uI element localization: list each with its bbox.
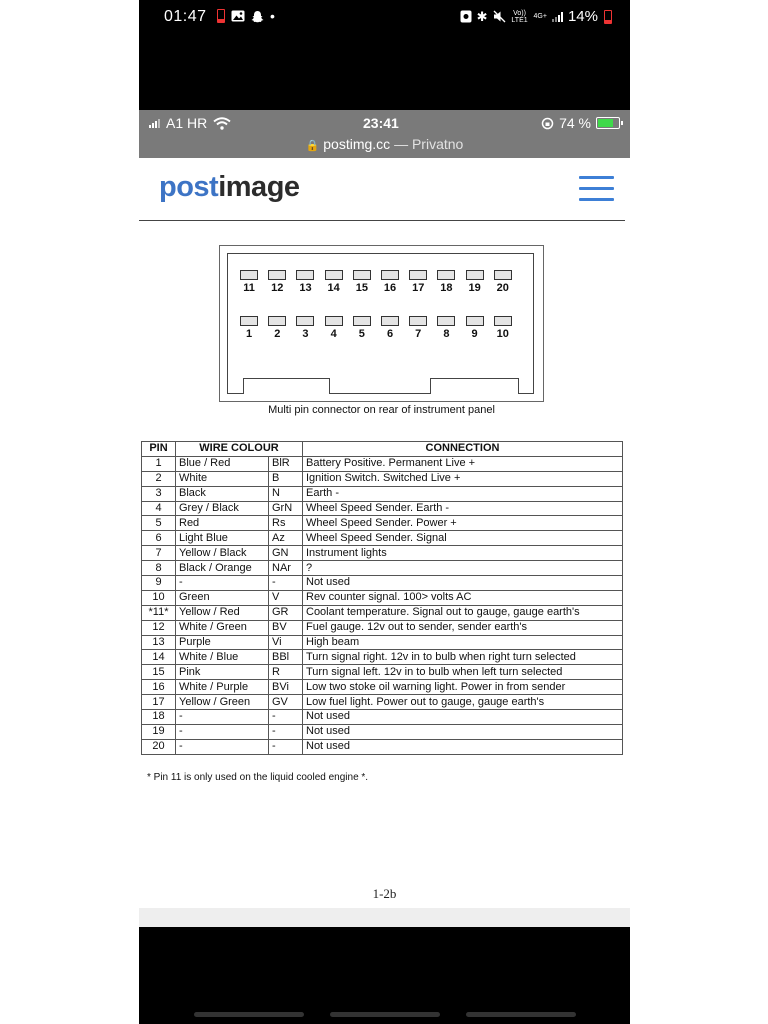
pin-number: 2 — [274, 328, 281, 340]
pin-number: 18 — [440, 282, 453, 294]
connector-pin — [291, 270, 319, 294]
pin-terminal — [466, 270, 484, 280]
pin-number: 4 — [330, 328, 337, 340]
connection-cell: Low two stoke oil warning light. Power in from sender — [303, 680, 623, 695]
diagram-caption: Multi pin connector on rear of instrument panel — [268, 404, 495, 416]
connection-cell: Ignition Switch. Switched Live + — [303, 471, 623, 486]
nav-pill-right[interactable] — [466, 1012, 576, 1017]
pin-terminal — [494, 270, 512, 280]
lock-icon: 🔒 — [305, 140, 320, 152]
table-row — [142, 695, 623, 710]
wire-colour-cell: Purple — [176, 635, 269, 650]
table-row — [142, 531, 623, 546]
bluetooth-icon: ✱ — [476, 8, 488, 24]
pin-cell: 3 — [142, 486, 176, 501]
header-wire-colour: WIRE COLOUR — [176, 442, 303, 457]
connector-pin — [461, 270, 489, 294]
pin-terminal — [325, 270, 343, 280]
pin-cell: 20 — [142, 739, 176, 754]
connection-cell: Wheel Speed Sender. Signal — [303, 531, 623, 546]
status-time: 01:47 — [164, 8, 207, 25]
table-row — [142, 665, 623, 680]
pin-number: 11 — [243, 282, 255, 294]
table-row — [142, 650, 623, 665]
gesture-nav-bar[interactable] — [194, 1012, 576, 1017]
wire-code-cell: - — [269, 576, 303, 591]
connector-pin — [376, 316, 404, 340]
phone-status-bar — [139, 0, 630, 110]
header-pin: PIN — [142, 442, 176, 457]
connector-pin — [320, 270, 348, 294]
pin-number: 14 — [327, 282, 340, 294]
wire-code-cell: GrN — [269, 501, 303, 516]
address-bar[interactable] — [139, 136, 630, 152]
connection-cell: Not used — [303, 724, 623, 739]
table-row — [142, 546, 623, 561]
wire-code-cell: B — [269, 471, 303, 486]
url-text: postimg.cc — [323, 136, 391, 152]
pin-cell: 17 — [142, 695, 176, 710]
table-row — [142, 680, 623, 695]
connection-cell: Coolant temperature. Signal out to gauge, gauge earth's — [303, 605, 623, 620]
pin-cell: 2 — [142, 471, 176, 486]
table-row — [142, 471, 623, 486]
pin-terminal — [353, 316, 371, 326]
pin-terminal — [381, 270, 399, 280]
pin-number: 13 — [299, 282, 312, 294]
connection-cell: Not used — [303, 576, 623, 591]
phone-screen — [139, 0, 630, 1024]
top-pin-row — [235, 270, 517, 294]
wire-code-cell: - — [269, 739, 303, 754]
table-row — [142, 739, 623, 754]
pin-cell: 15 — [142, 665, 176, 680]
system-status-icons — [460, 8, 612, 25]
pin-terminal — [494, 316, 512, 326]
connector-pin — [404, 270, 432, 294]
pin-cell: 7 — [142, 546, 176, 561]
pin-number: 15 — [355, 282, 368, 294]
connector-pin — [263, 316, 291, 340]
table-row — [142, 561, 623, 576]
wire-code-cell: BV — [269, 620, 303, 635]
logo-text-image: image — [218, 171, 300, 203]
table-row — [142, 590, 623, 605]
wire-code-cell: - — [269, 724, 303, 739]
battery-icon — [604, 10, 612, 24]
connector-pin — [235, 316, 263, 340]
page-bottom-strip — [139, 908, 630, 927]
connector-pin — [432, 316, 460, 340]
connection-cell: Battery Positive. Permanent Live + — [303, 456, 623, 471]
orientation-lock-icon — [541, 117, 554, 130]
wire-colour-cell: Black — [176, 486, 269, 501]
wire-colour-cell: Yellow / Red — [176, 605, 269, 620]
connector-pin — [432, 270, 460, 294]
table-row — [142, 620, 623, 635]
snapchat-icon — [251, 10, 264, 23]
pin-terminal — [268, 316, 286, 326]
pin-cell: 9 — [142, 576, 176, 591]
pinout-table — [141, 441, 623, 755]
header-connection: CONNECTION — [303, 442, 623, 457]
connector-key-right — [430, 378, 519, 394]
logo-text-post: post — [159, 171, 219, 203]
pin-number: 10 — [496, 328, 509, 340]
pin-cell: 4 — [142, 501, 176, 516]
table-row — [142, 576, 623, 591]
connection-cell: Turn signal right. 12v in to bulb when right turn selected — [303, 650, 623, 665]
carrier-name: A1 HR — [166, 115, 208, 131]
pin-number: 20 — [496, 282, 509, 294]
pin-number: 5 — [358, 328, 365, 340]
wire-code-cell: BlR — [269, 456, 303, 471]
wire-code-cell: R — [269, 665, 303, 680]
pin-number: 9 — [471, 328, 478, 340]
pin-terminal — [437, 316, 455, 326]
pin-cell: *11* — [142, 605, 176, 620]
pin-cell: 19 — [142, 724, 176, 739]
network-type-indicator: 4G+ — [533, 13, 547, 20]
pin-terminal — [296, 316, 314, 326]
pin-number: 16 — [383, 282, 397, 294]
browser-header — [139, 110, 630, 158]
connector-pin — [461, 316, 489, 340]
pin-cell: 12 — [142, 620, 176, 635]
connector-pin — [489, 316, 517, 340]
connector-pin — [376, 270, 404, 294]
connector-diagram — [219, 245, 544, 402]
carrier-group — [149, 115, 231, 131]
table-row — [142, 724, 623, 739]
wire-code-cell: GN — [269, 546, 303, 561]
signal-strength-icon — [552, 12, 563, 22]
connection-cell: Wheel Speed Sender. Earth - — [303, 501, 623, 516]
wire-colour-cell: Pink — [176, 665, 269, 680]
site-logo[interactable] — [159, 171, 300, 204]
connection-cell: Not used — [303, 739, 623, 754]
signal-bars-icon — [149, 118, 160, 128]
connector-pin — [291, 316, 319, 340]
connection-cell: Wheel Speed Sender. Power + — [303, 516, 623, 531]
wiring-document-image — [139, 221, 630, 911]
wire-colour-cell: Light Blue — [176, 531, 269, 546]
pin-number: 19 — [468, 282, 481, 294]
bottom-pin-row — [235, 316, 517, 340]
connection-cell: High beam — [303, 635, 623, 650]
wire-colour-cell: White / Green — [176, 620, 269, 635]
table-row — [142, 516, 623, 531]
pin-terminal — [268, 270, 286, 280]
pin-terminal — [381, 316, 399, 326]
wire-colour-cell: White / Blue — [176, 650, 269, 665]
pin-terminal — [296, 270, 314, 280]
mute-icon — [493, 10, 506, 23]
pin-cell: 13 — [142, 635, 176, 650]
table-row — [142, 501, 623, 516]
wire-colour-cell: Black / Orange — [176, 561, 269, 576]
pin-cell: 8 — [142, 561, 176, 576]
notification-icons — [217, 9, 275, 23]
embedded-battery-group — [541, 115, 620, 131]
wire-code-cell: Az — [269, 531, 303, 546]
data-saver-icon — [460, 10, 472, 23]
pin-number: 17 — [412, 282, 425, 294]
pin-cell: 1 — [142, 456, 176, 471]
table-row — [142, 456, 623, 471]
pin-cell: 16 — [142, 680, 176, 695]
pin-number: 7 — [415, 328, 422, 340]
connector-pin — [348, 316, 376, 340]
pin-terminal — [466, 316, 484, 326]
pin-terminal — [437, 270, 455, 280]
table-row — [142, 635, 623, 650]
pin-cell: 6 — [142, 531, 176, 546]
wire-colour-cell: White / Purple — [176, 680, 269, 695]
hamburger-menu-button[interactable] — [579, 176, 614, 202]
battery-percent: 14% — [567, 8, 598, 25]
table-row — [142, 710, 623, 725]
connector-housing — [227, 253, 534, 394]
battery-charging-icon — [596, 117, 620, 129]
wire-code-cell: - — [269, 710, 303, 725]
page-number: 1-2b — [372, 886, 397, 901]
pin-terminal — [240, 316, 258, 326]
pin-cell: 14 — [142, 650, 176, 665]
footnote: * Pin 11 is only used on the liquid cooled engine *. — [147, 772, 369, 783]
wire-colour-cell: - — [176, 739, 269, 754]
connection-cell: ? — [303, 561, 623, 576]
wire-colour-cell: Blue / Red — [176, 456, 269, 471]
pin-terminal — [409, 316, 427, 326]
url-separator: — — [394, 136, 409, 152]
wire-code-cell: NAr — [269, 561, 303, 576]
pin-number: 12 — [271, 282, 284, 294]
wire-colour-cell: - — [176, 576, 269, 591]
wire-code-cell: BBl — [269, 650, 303, 665]
nav-pill-center[interactable] — [330, 1012, 440, 1017]
connection-cell: Instrument lights — [303, 546, 623, 561]
wire-colour-cell: Green — [176, 590, 269, 605]
connection-cell: Rev counter signal. 100> volts AC — [303, 590, 623, 605]
pin-cell: 5 — [142, 516, 176, 531]
pin-cell: 10 — [142, 590, 176, 605]
wifi-icon — [213, 117, 231, 130]
connector-pin — [489, 270, 517, 294]
connector-pin — [235, 270, 263, 294]
connection-cell: Earth - — [303, 486, 623, 501]
gallery-icon — [231, 10, 245, 22]
pin-terminal — [325, 316, 343, 326]
connection-cell: Not used — [303, 710, 623, 725]
table-header-row — [142, 442, 623, 457]
nav-pill-left[interactable] — [194, 1012, 304, 1017]
wire-colour-cell: Yellow / Black — [176, 546, 269, 561]
connector-pin — [404, 316, 432, 340]
embedded-time: 23:41 — [363, 115, 399, 131]
connection-cell: Turn signal left. 12v in to bulb when left turn selected — [303, 665, 623, 680]
connection-cell: Fuel gauge. 12v out to sender, sender earth's — [303, 620, 623, 635]
pin-terminal — [353, 270, 371, 280]
pin-cell: 18 — [142, 710, 176, 725]
pin-number: 6 — [386, 328, 394, 340]
wire-code-cell: Rs — [269, 516, 303, 531]
wire-colour-cell: Grey / Black — [176, 501, 269, 516]
volte-indicator: Vo)) LTE1 — [511, 9, 528, 24]
wire-code-cell: V — [269, 590, 303, 605]
wire-colour-cell: White — [176, 471, 269, 486]
connector-key-left — [243, 378, 330, 394]
more-notifications-icon: • — [270, 8, 275, 24]
pin-terminal — [240, 270, 258, 280]
connector-pin — [348, 270, 376, 294]
privacy-label: Privatno — [411, 136, 464, 152]
wire-code-cell: Vi — [269, 635, 303, 650]
connector-pin — [320, 316, 348, 340]
wire-code-cell: BVi — [269, 680, 303, 695]
wire-code-cell: N — [269, 486, 303, 501]
web-page — [139, 158, 630, 908]
wire-colour-cell: Yellow / Green — [176, 695, 269, 710]
connection-cell: Low fuel light. Power out to gauge, gauge earth's — [303, 695, 623, 710]
wire-colour-cell: - — [176, 724, 269, 739]
pin-terminal — [409, 270, 427, 280]
table-row — [142, 486, 623, 501]
wire-colour-cell: - — [176, 710, 269, 725]
wire-colour-cell: Red — [176, 516, 269, 531]
low-battery-notification-icon — [217, 9, 225, 23]
pin-number: 3 — [302, 328, 309, 340]
wire-code-cell: GV — [269, 695, 303, 710]
wire-code-cell: GR — [269, 605, 303, 620]
pin-number: 1 — [246, 328, 253, 340]
embedded-battery-percent: 74 % — [559, 115, 591, 131]
pin-number: 8 — [443, 328, 450, 340]
connector-pin — [263, 270, 291, 294]
table-row — [142, 605, 623, 620]
